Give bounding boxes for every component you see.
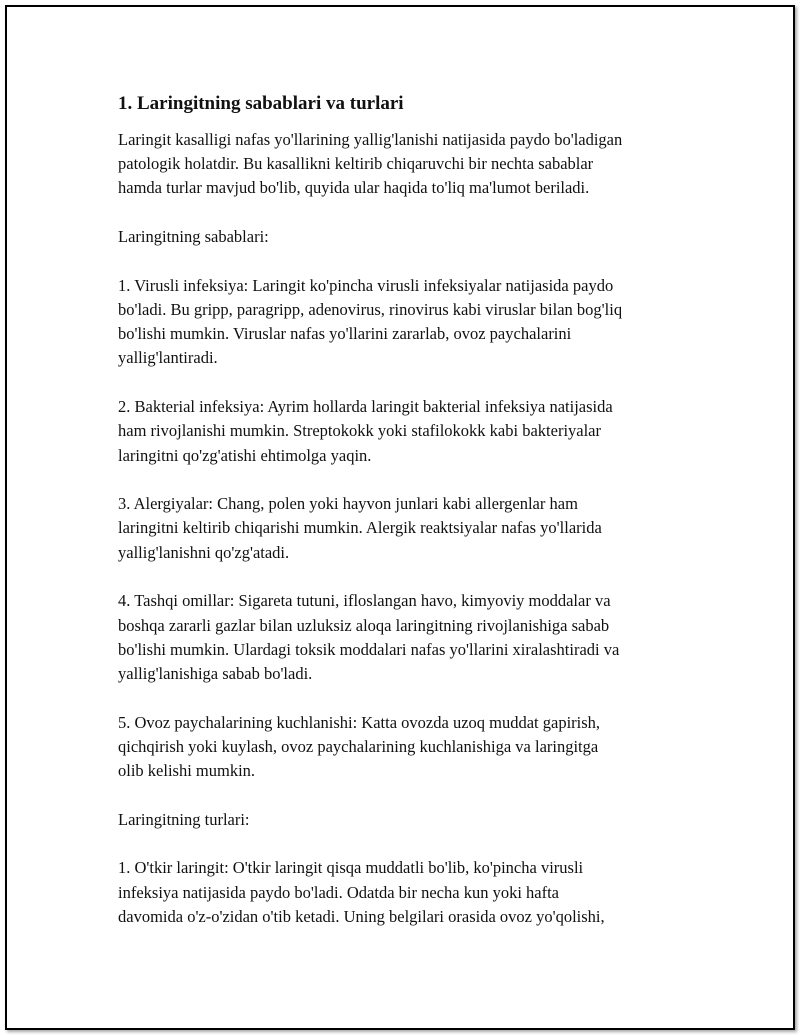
text-line: infeksiya natijasida paydo bo'ladi. Odatda bir necha kun yoki hafta (118, 882, 560, 902)
text-line: Laringitning sabablari: (118, 227, 269, 247)
paragraph-list (118, 128, 688, 929)
text-line: laringitni keltirib chiqarishi mumkin. Alergik reaktsiyalar nafas yo'llarida (118, 518, 602, 538)
paragraph (118, 395, 688, 468)
text-line: boshqa zararli gazlar bilan uzluksiz aloqa laringitning rivojlanishiga sabab (118, 615, 610, 635)
text-line: yallig'lanishni qo'zg'atadi. (118, 542, 290, 562)
text-line: qichqirish yoki kuylash, ovoz paychalarining kuchlanishiga va laringitga (118, 736, 599, 756)
text-line: 4. Tashqi omillar: Sigareta tutuni, ifloslangan havo, kimyoviy moddalar va (118, 591, 611, 611)
paragraph (118, 589, 688, 686)
text-line: 1. Virusli infeksiya: Laringit ko'pincha virusli infeksiyalar natijasida paydo (118, 275, 614, 295)
text-line: ham rivojlanishi mumkin. Streptokokk yoki stafilokokk kabi bakteriyalar (118, 421, 602, 441)
text-line: 3. Alergiyalar: Chang, polen yoki hayvon junlari kabi allergenlar ham (118, 494, 578, 514)
section-heading: 1. Laringitning sabablari va turlari (118, 93, 404, 114)
text-line: yallig'lantiradi. (118, 348, 218, 368)
text-line: hamda turlar mavjud bo'lib, quyida ular haqida to'liq ma'lumot beriladi. (118, 178, 590, 198)
text-line: 2. Bakterial infeksiya: Ayrim hollarda laringit bakterial infeksiya natijasida (118, 397, 613, 417)
text-line: bo'ladi. Bu gripp, paragripp, adenovirus, rinovirus kabi viruslar bilan bog'liq (118, 300, 623, 320)
paragraph (118, 225, 688, 249)
text-line: yallig'lanishiga sabab bo'ladi. (118, 663, 313, 683)
text-line: laringitni qo'zg'atishi ehtimolga yaqin. (118, 445, 372, 465)
text-line: patologik holatdir. Bu kasallikni keltirib chiqaruvchi bir nechta sabablar (118, 154, 594, 174)
text-line: Laringitning turlari: (118, 809, 250, 829)
paragraph (118, 128, 688, 201)
paragraph (118, 274, 688, 371)
paragraph (118, 492, 688, 565)
document-body (118, 92, 688, 954)
text-line: Laringit kasalligi nafas yo'llarining yallig'lanishi natijasida paydo bo'ladigan (118, 130, 623, 149)
paragraph (118, 711, 688, 784)
text-line: 1. O'tkir laringit: O'tkir laringit qisqa muddatli bo'lib, ko'pincha virusli (118, 858, 584, 878)
text-line: davomida o'z-o'zidan o'tib ketadi. Uning belgilari orasida ovoz yo'qolishi, (118, 906, 605, 926)
text-line: olib kelishi mumkin. (118, 761, 256, 781)
text-line: 5. Ovoz paychalarining kuchlanishi: Katta ovozda uzoq muddat gapirish, (118, 712, 601, 732)
text-line: bo'lishi mumkin. Viruslar nafas yo'llarini zararlab, ovoz paychalarini (118, 324, 572, 344)
text-line: bo'lishi mumkin. Ulardagi toksik moddalari nafas yo'llarini xiralashtiradi va (118, 639, 620, 659)
paragraph (118, 856, 688, 929)
paragraph (118, 808, 688, 832)
